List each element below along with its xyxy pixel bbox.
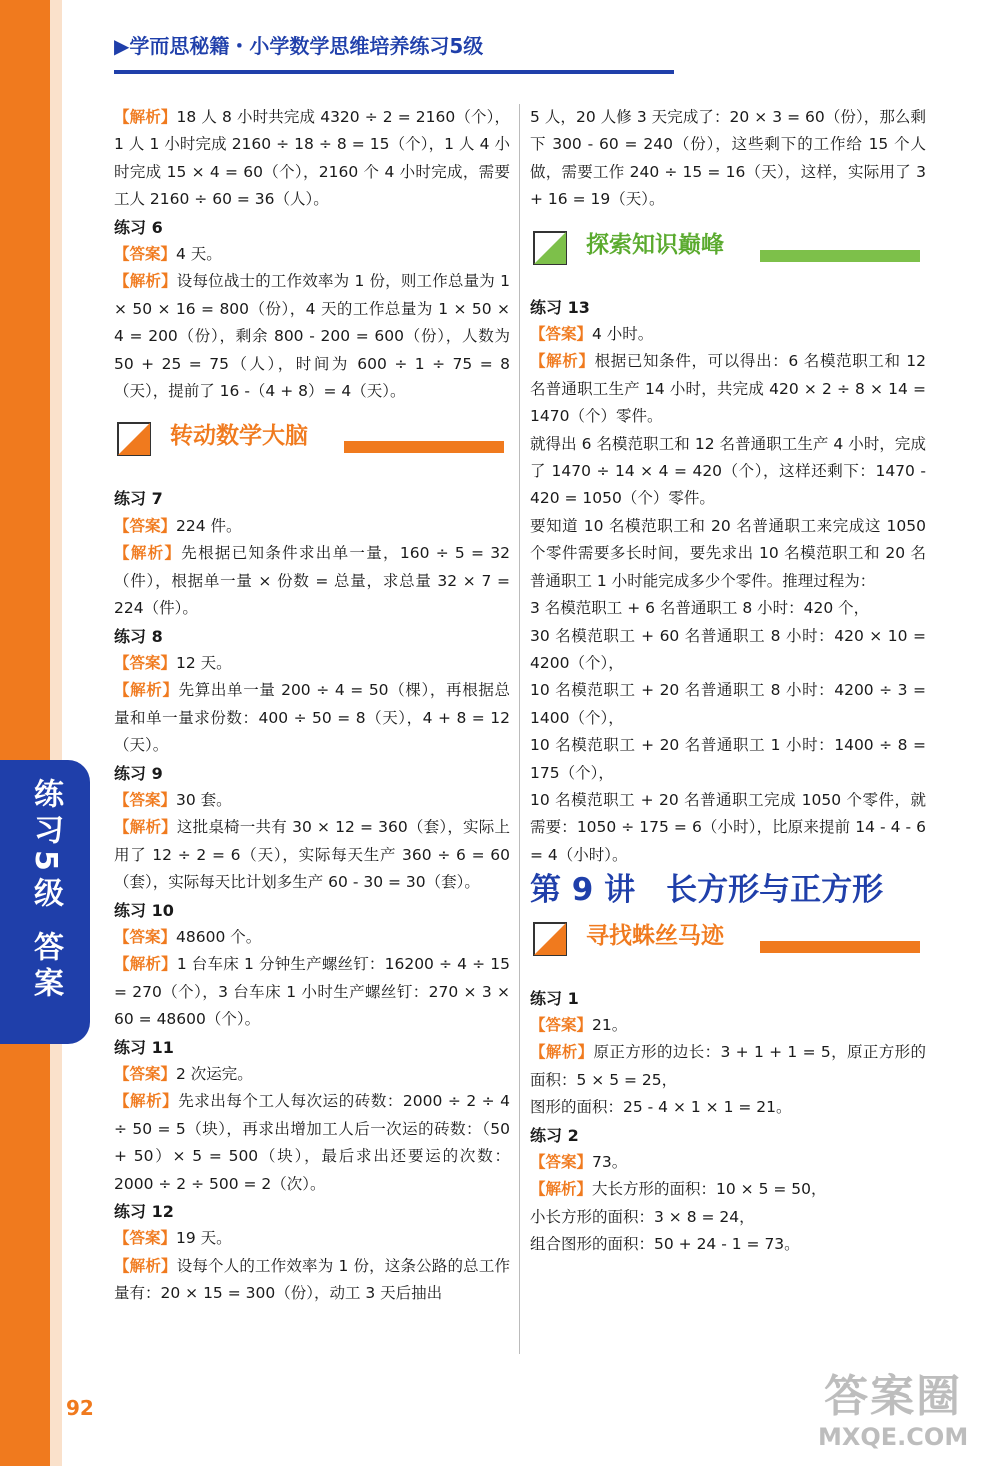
- answer-paragraph: [114, 1061, 510, 1088]
- body-paragraph: 小长方形的面积：3 × 8 = 24，: [530, 1207, 755, 1226]
- answer-paragraph: [114, 241, 510, 268]
- body-paragraph: 3 名模范职工 + 6 名普通职工 8 小时：420 个，: [530, 599, 870, 618]
- answer-paragraph: [530, 1149, 926, 1176]
- body-paragraph: 10 名模范职工 + 20 名普通职工 1 小时：1400 ÷ 8 = 175（个），: [530, 736, 926, 782]
- answer-tag: 【答案】: [530, 325, 593, 344]
- analysis-tag: 【解析】: [530, 352, 595, 371]
- analysis-tag: 【解析】: [114, 1092, 179, 1111]
- analysis-paragraph: [114, 104, 510, 214]
- analysis-tag: 【解析】: [114, 681, 179, 700]
- body-paragraph: 就得出 6 名模范职工和 12 名普通职工生产 4 小时，完成了 1470 ÷ 14 × 4 = 420（个），这样还剩下：1470 - 420 = 1050（个）零件。: [530, 434, 926, 508]
- analysis-text: 大长方形的面积：10 × 5 = 50，: [592, 1180, 827, 1199]
- page-number: 92: [66, 1396, 94, 1420]
- answer-text: 73。: [592, 1153, 628, 1171]
- answer-tag: 【答案】: [114, 245, 177, 264]
- answer-tag: 【答案】: [114, 790, 177, 809]
- analysis-text: 根据已知条件，可以得出：6 名模范职工和 12 名普通职工生产 14 小时，共完成 420 × 2 ÷ 8 × 14 = 1470（个）零件。: [530, 352, 926, 426]
- watermark-line1: 答案圈: [824, 1371, 963, 1422]
- exercise-heading: 练习 12: [114, 1202, 174, 1222]
- analysis-paragraph: [530, 1039, 926, 1094]
- answer-tag: 【答案】: [114, 1229, 177, 1248]
- analysis-paragraph: [114, 1088, 510, 1198]
- continued-paragraph: 5 人，20 人修 3 天完成了：20 × 3 = 60（份），那么剩下 300 - 60 = 240（份），这些剩下的工作给 15 个人做，需要工作 240 ÷ 15 = 16（天），这样，实际用了 3 + 16 = 19（天）。: [530, 108, 926, 209]
- watermark-line2: MXQE.COM: [818, 1423, 969, 1451]
- exercise-heading: 练习 8: [114, 626, 163, 646]
- left-column: [114, 104, 510, 1308]
- answer-text: 2 次运完。: [176, 1065, 253, 1083]
- analysis-text: 先算出单一量 200 ÷ 4 = 50（棵），再根据总量和单一量求份数：400 ÷ 50 = 8（天），4 + 8 = 12（天）。: [114, 681, 510, 755]
- header-title: ▶学而思秘籍・小学数学思维培养练习5级: [114, 34, 484, 58]
- column-divider: [519, 104, 520, 1354]
- section-banner-clues: [530, 919, 926, 977]
- lecture-title: 第 9 讲 长方形与正方形: [530, 872, 884, 909]
- answer-tag: 【答案】: [114, 927, 177, 946]
- answer-tag: 【答案】: [114, 1065, 177, 1083]
- answer-paragraph: [114, 787, 510, 814]
- body-paragraph: 图形的面积：25 - 4 × 1 × 1 = 21。: [530, 1098, 792, 1117]
- answer-tag: 【答案】: [530, 1153, 593, 1171]
- answer-paragraph: [530, 321, 926, 348]
- analysis-paragraph: [530, 1176, 926, 1203]
- right-column: [530, 104, 926, 1259]
- section-bar: [760, 250, 920, 262]
- exercise-heading: 练习 6: [114, 217, 163, 237]
- answer-text: 4 天。: [176, 245, 222, 264]
- exercise-heading: 练习 13: [530, 297, 590, 317]
- analysis-text: 设每个人的工作效率为 1 份，这条公路的总工作量有：20 × 15 = 300（份），动工 3 天后抽出: [114, 1256, 510, 1303]
- analysis-text: 18 人 8 小时共完成 4320 ÷ 2 = 2160（个），1 人 1 小时完成 2160 ÷ 18 ÷ 8 = 15（个），1 人 4 小时完成 15 × 4 = 60（个），2160 个 4 小时完成，需要工人 2160 ÷ 60 = 36（人）。: [114, 108, 510, 209]
- analysis-paragraph: [114, 1253, 510, 1308]
- section-bar: [760, 941, 920, 953]
- answer-text: 12 天。: [176, 653, 232, 672]
- analysis-paragraph: [114, 677, 510, 759]
- body-paragraph: 30 名模范职工 + 60 名普通职工 8 小时：420 × 10 = 4200（个），: [530, 626, 926, 672]
- analysis-text: 先根据已知条件求出单一量，160 ÷ 5 = 32（件），根据单一量 × 份数 = 总量，求总量 32 × 7 = 224（件）。: [114, 544, 510, 618]
- side-tab: [0, 760, 90, 1044]
- analysis-text: 这批桌椅一共有 30 × 12 = 360（套），实际上用了 12 ÷ 2 = 6（天），实际每天生产 360 ÷ 6 = 60（套），实际每天比计划多生产 60 - 30 = 30（套）。: [114, 818, 510, 892]
- watermark: [818, 1372, 968, 1452]
- answer-paragraph: [114, 1225, 510, 1252]
- header-rule: [114, 70, 674, 74]
- exercise-heading: 练习 1: [530, 988, 579, 1008]
- side-tab-line1: 练习5级: [28, 778, 63, 913]
- analysis-paragraph: [114, 951, 510, 1033]
- exercise-heading: 练习 10: [114, 900, 174, 920]
- analysis-tag: 【解析】: [114, 1256, 177, 1275]
- analysis-tag: 【解析】: [114, 544, 182, 563]
- answer-text: 4 小时。: [592, 325, 654, 344]
- analysis-text: 原正方形的边长：3 + 1 + 1 = 5，原正方形的面积：5 × 5 = 25，: [530, 1043, 926, 1089]
- left-orange-strip: [0, 0, 50, 1466]
- body-paragraph: 组合图形的面积：50 + 24 - 1 = 73。: [530, 1235, 800, 1254]
- analysis-paragraph: [114, 540, 510, 622]
- page-header: [114, 30, 674, 76]
- answer-text: 48600 个。: [176, 927, 262, 946]
- triangle-square-icon: [530, 228, 570, 268]
- section-title: 探索知识巅峰: [586, 231, 724, 258]
- triangle-square-icon: [114, 419, 154, 459]
- exercise-heading: 练习 2: [530, 1125, 579, 1145]
- triangle-square-icon: [530, 919, 570, 959]
- analysis-paragraph: [114, 268, 510, 405]
- analysis-text: 先求出每个工人每次运的砖数：2000 ÷ 2 ÷ 4 ÷ 50 = 5（块），再求出增加工人后一次运的砖数：（50 + 50）× 5 = 500（块），最后求出还要运的次数：2000 ÷ 2 ÷ 500 = 2（次）。: [114, 1092, 510, 1193]
- body-paragraph: 要知道 10 名模范职工和 20 名普通职工来完成这 1050 个零件需要多长时间，要先求出 10 名模范职工和 20 名普通职工 1 小时能完成多少个零件。推理过程为：: [530, 516, 926, 590]
- side-tab-line2: 答案: [28, 930, 63, 1003]
- answer-paragraph: [114, 650, 510, 677]
- analysis-tag: 【解析】: [114, 818, 177, 837]
- exercise-heading: 练习 9: [114, 763, 163, 783]
- answer-text: 30 套。: [176, 790, 232, 809]
- body-paragraph: 10 名模范职工 + 20 名普通职工完成 1050 个零件，就需要：1050 ÷ 175 = 6（小时），比原来提前 14 - 4 - 6 = 4（小时）。: [530, 790, 926, 864]
- section-banner-peak: [530, 228, 926, 286]
- answer-text: 224 件。: [176, 516, 242, 535]
- answer-tag: 【答案】: [530, 1015, 593, 1034]
- left-light-strip: [50, 0, 62, 1466]
- answer-tag: 【答案】: [114, 516, 177, 535]
- section-bar: [344, 441, 504, 453]
- analysis-tag: 【解析】: [114, 955, 177, 974]
- answer-tag: 【答案】: [114, 653, 177, 672]
- section-title: 转动数学大脑: [170, 423, 308, 450]
- analysis-text: 设每位战士的工作效率为 1 份，则工作总量为 1 × 50 × 16 = 800（份），4 天的工作总量为 1 × 50 × 4 = 200（份），剩余 800 - 200 = 600（份），人数为 50 + 25 = 75（人），时间为 600 ÷ 1 ÷ 75 = 8（天），提前了 16 -（4 + 8）= 4（天）。: [114, 272, 510, 401]
- answer-paragraph: [530, 1012, 926, 1039]
- analysis-text: 1 台车床 1 分钟生产螺丝钉：16200 ÷ 4 ÷ 15 = 270（个），3 台车床 1 小时生产螺丝钉：270 × 3 × 60 = 48600（个）。: [114, 955, 510, 1029]
- section-banner-brain: [114, 419, 510, 477]
- analysis-paragraph: [530, 348, 926, 430]
- body-paragraph: 10 名模范职工 + 20 名普通职工 8 小时：4200 ÷ 3 = 1400（个），: [530, 681, 926, 727]
- exercise-heading: 练习 7: [114, 489, 163, 509]
- answer-text: 19 天。: [176, 1229, 232, 1248]
- section-title: 寻找蛛丝马迹: [586, 922, 724, 949]
- exercise-heading: 练习 11: [114, 1037, 174, 1057]
- answer-paragraph: [114, 513, 510, 540]
- answer-paragraph: [114, 924, 510, 951]
- answer-text: 21。: [592, 1015, 628, 1034]
- analysis-paragraph: [114, 814, 510, 896]
- analysis-tag: 【解析】: [530, 1180, 593, 1199]
- analysis-tag: 【解析】: [114, 272, 177, 291]
- analysis-tag: 【解析】: [530, 1043, 594, 1062]
- analysis-tag: 【解析】: [114, 108, 177, 126]
